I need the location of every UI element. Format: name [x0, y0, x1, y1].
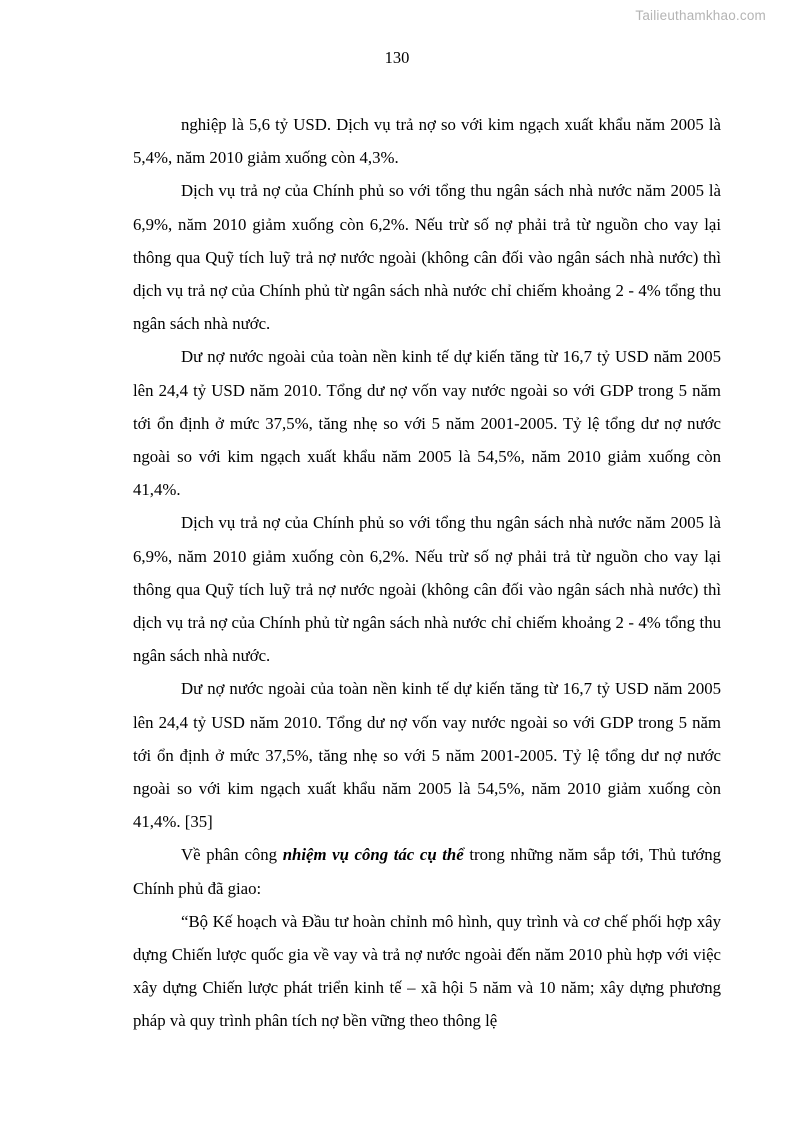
paragraph-debt-service-government-repeat: Dịch vụ trả nợ của Chính phủ so với tổng thu ngân sách nhà nước năm 2005 là 6,9%, năm 2010 giảm xuống còn 6,2%. Nếu trừ số nợ phải trả từ nguồn cho vay lại thông qua Quỹ tích luỹ trả nợ nước ngoài (không cân đối vào ngân sách nhà nước) thì dịch vụ trả nợ của Chính phủ từ ngân sách nhà nước chỉ chiếm khoảng 2 - 4% tổng thu ngân sách nhà nước.: [133, 513, 721, 666]
assignment-tail-text: trong những năm sắp tới, Thủ tướng Chính phủ đã giao:: [133, 845, 721, 898]
paragraph-debt-service-government: Dịch vụ trả nợ của Chính phủ so với tổng thu ngân sách nhà nước năm 2005 là 6,9%, năm 2010 giảm xuống còn 6,2%. Nếu trừ số nợ phải trả từ nguồn cho vay lại thông qua Quỹ tích luỹ trả nợ nước ngoài (không cân đối vào ngân sách nhà nước) thì dịch vụ trả nợ của Chính phủ từ ngân sách nhà nước chỉ chiếm khoảng 2 - 4% tổng thu ngân sách nhà nước.: [133, 181, 721, 334]
paragraph-mpi-quote: “Bộ Kế hoạch và Đầu tư hoàn chỉnh mô hình, quy trình và cơ chế phối hợp xây dựng Chiến lược quốc gia về vay và trả nợ nước ngoài đến năm 2010 phù hợp với việc xây dựng Chiến lược phát triển kinh tế – xã hội 5 năm và 10 năm; xây dựng phương pháp và quy trình phân tích nợ bền vững theo thông lệ: [133, 911, 721, 1031]
paragraph-task-assignment: [133, 838, 721, 904]
paragraph-external-debt-balance: Dư nợ nước ngoài của toàn nền kinh tế dự kiến tăng từ 16,7 tỷ USD năm 2005 lên 24,4 tỷ USD năm 2010. Tổng dư nợ vốn vay nước ngoài so với GDP trong 5 năm tới ổn định ở mức 37,5%, tăng nhẹ so với 5 năm 2001-2005. Tỷ lệ tổng dư nợ nước ngoài so với kim ngạch xuất khẩu năm 2005 là 54,5%, năm 2010 giảm xuống còn 41,4%.: [133, 347, 721, 500]
watermark-text: Tailieuthamkhao.com: [635, 8, 766, 23]
page-body: [133, 108, 721, 1038]
paragraph-continuation: nghiệp là 5,6 tỷ USD. Dịch vụ trả nợ so với kim ngạch xuất khẩu năm 2005 là 5,4%, năm 2010 giảm xuống còn 4,3%.: [133, 115, 721, 168]
assignment-emphasis-text: nhiệm vụ công tác cụ thể: [282, 845, 464, 865]
assignment-lead-text: Về phân công: [181, 845, 283, 865]
page-number: 130: [384, 48, 410, 67]
paragraph-external-debt-balance-repeat: Dư nợ nước ngoài của toàn nền kinh tế dự kiến tăng từ 16,7 tỷ USD năm 2005 lên 24,4 tỷ USD năm 2010. Tổng dư nợ vốn vay nước ngoài so với GDP trong 5 năm tới ổn định ở mức 37,5%, tăng nhẹ so với 5 năm 2001-2005. Tỷ lệ tổng dư nợ nước ngoài so với kim ngạch xuất khẩu năm 2005 là 54,5%, năm 2010 giảm xuống còn 41,4%. [35]: [133, 679, 721, 832]
